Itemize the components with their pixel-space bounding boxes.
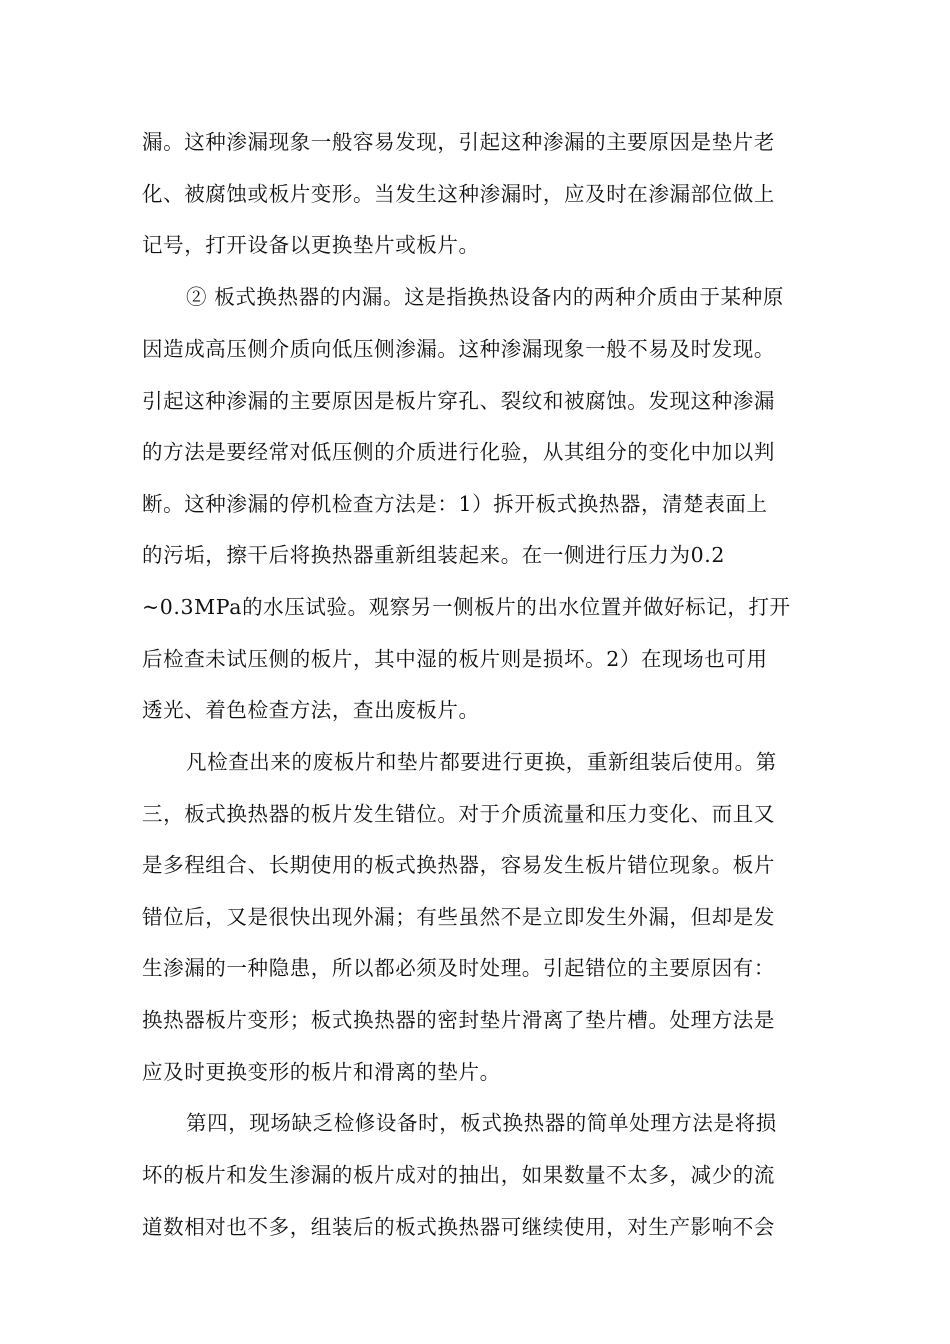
- paragraph-2-line-2: 因造成高压侧介质向低压侧渗漏。这种渗漏现象一般不易及时发现。: [142, 337, 775, 361]
- paragraph-1-line-1: 漏。这种渗漏现象一般容易发现，引起这种渗漏的主要原因是垫片老: [142, 130, 775, 154]
- paragraph-2-line-5: 断。这种渗漏的停机检查方法是：1）拆开板式换热器，清楚表面上: [142, 492, 768, 516]
- paragraph-2-line-8: 后检查未试压侧的板片，其中湿的板片则是损坏。2）在现场也可用: [142, 647, 768, 671]
- paragraph-4-line-3: 道数相对也不多，组装后的板式换热器可继续使用，对生产影响不会: [142, 1215, 775, 1239]
- paragraph-3-line-6: 换热器板片变形；板式换热器的密封垫片滑离了垫片槽。处理方法是: [142, 1008, 775, 1032]
- paragraph-3-line-7: 应及时更换变形的板片和滑离的垫片。: [142, 1060, 501, 1084]
- paragraph-3-line-3: 是多程组合、长期使用的板式换热器，容易发生板片错位现象。板片: [142, 853, 775, 877]
- paragraph-2-line-6: 的污垢，擦干后将换热器重新组装起来。在一侧进行压力为0.2: [142, 543, 725, 567]
- paragraph-3-line-5: 生渗漏的一种隐患，所以都必须及时处理。引起错位的主要原因有：: [142, 956, 775, 980]
- paragraph-2-line-4: 的方法是要经常对低压侧的介质进行化验，从其组分的变化中加以判: [142, 440, 775, 464]
- paragraph-3-line-2: 三，板式换热器的板片发生错位。对于介质流量和压力变化、而且又: [142, 802, 775, 826]
- paragraph-4-line-1: 第四，现场缺乏检修设备时，板式换热器的简单处理方法是将损: [186, 1111, 777, 1135]
- paragraph-1-line-3: 记号，打开设备以更换垫片或板片。: [142, 233, 480, 257]
- paragraph-3-line-4: 错位后，又是很快出现外漏；有些虽然不是立即发生外漏，但却是发: [142, 905, 775, 929]
- paragraph-4-line-2: 坏的板片和发生渗漏的板片成对的抽出，如果数量不太多，减少的流: [142, 1163, 775, 1187]
- paragraph-1-line-2: 化、被腐蚀或板片变形。当发生这种渗漏时，应及时在渗漏部位做上: [142, 182, 775, 206]
- paragraph-3-line-1: 凡检查出来的废板片和垫片都要进行更换，重新组装后使用。第: [186, 750, 777, 774]
- paragraph-2-line-1: ② 板式换热器的内漏。这是指换热设备内的两种介质由于某种原: [186, 285, 784, 309]
- paragraph-2-line-9: 透光、着色检查方法，查出废板片。: [142, 698, 480, 722]
- paragraph-2-line-3: 引起这种渗漏的主要原因是板片穿孔、裂纹和被腐蚀。发现这种渗漏: [142, 389, 775, 413]
- paragraph-2-line-7: ~0.3MPa的水压试验。观察另一侧板片的出水位置并做好标记，打开: [142, 595, 791, 619]
